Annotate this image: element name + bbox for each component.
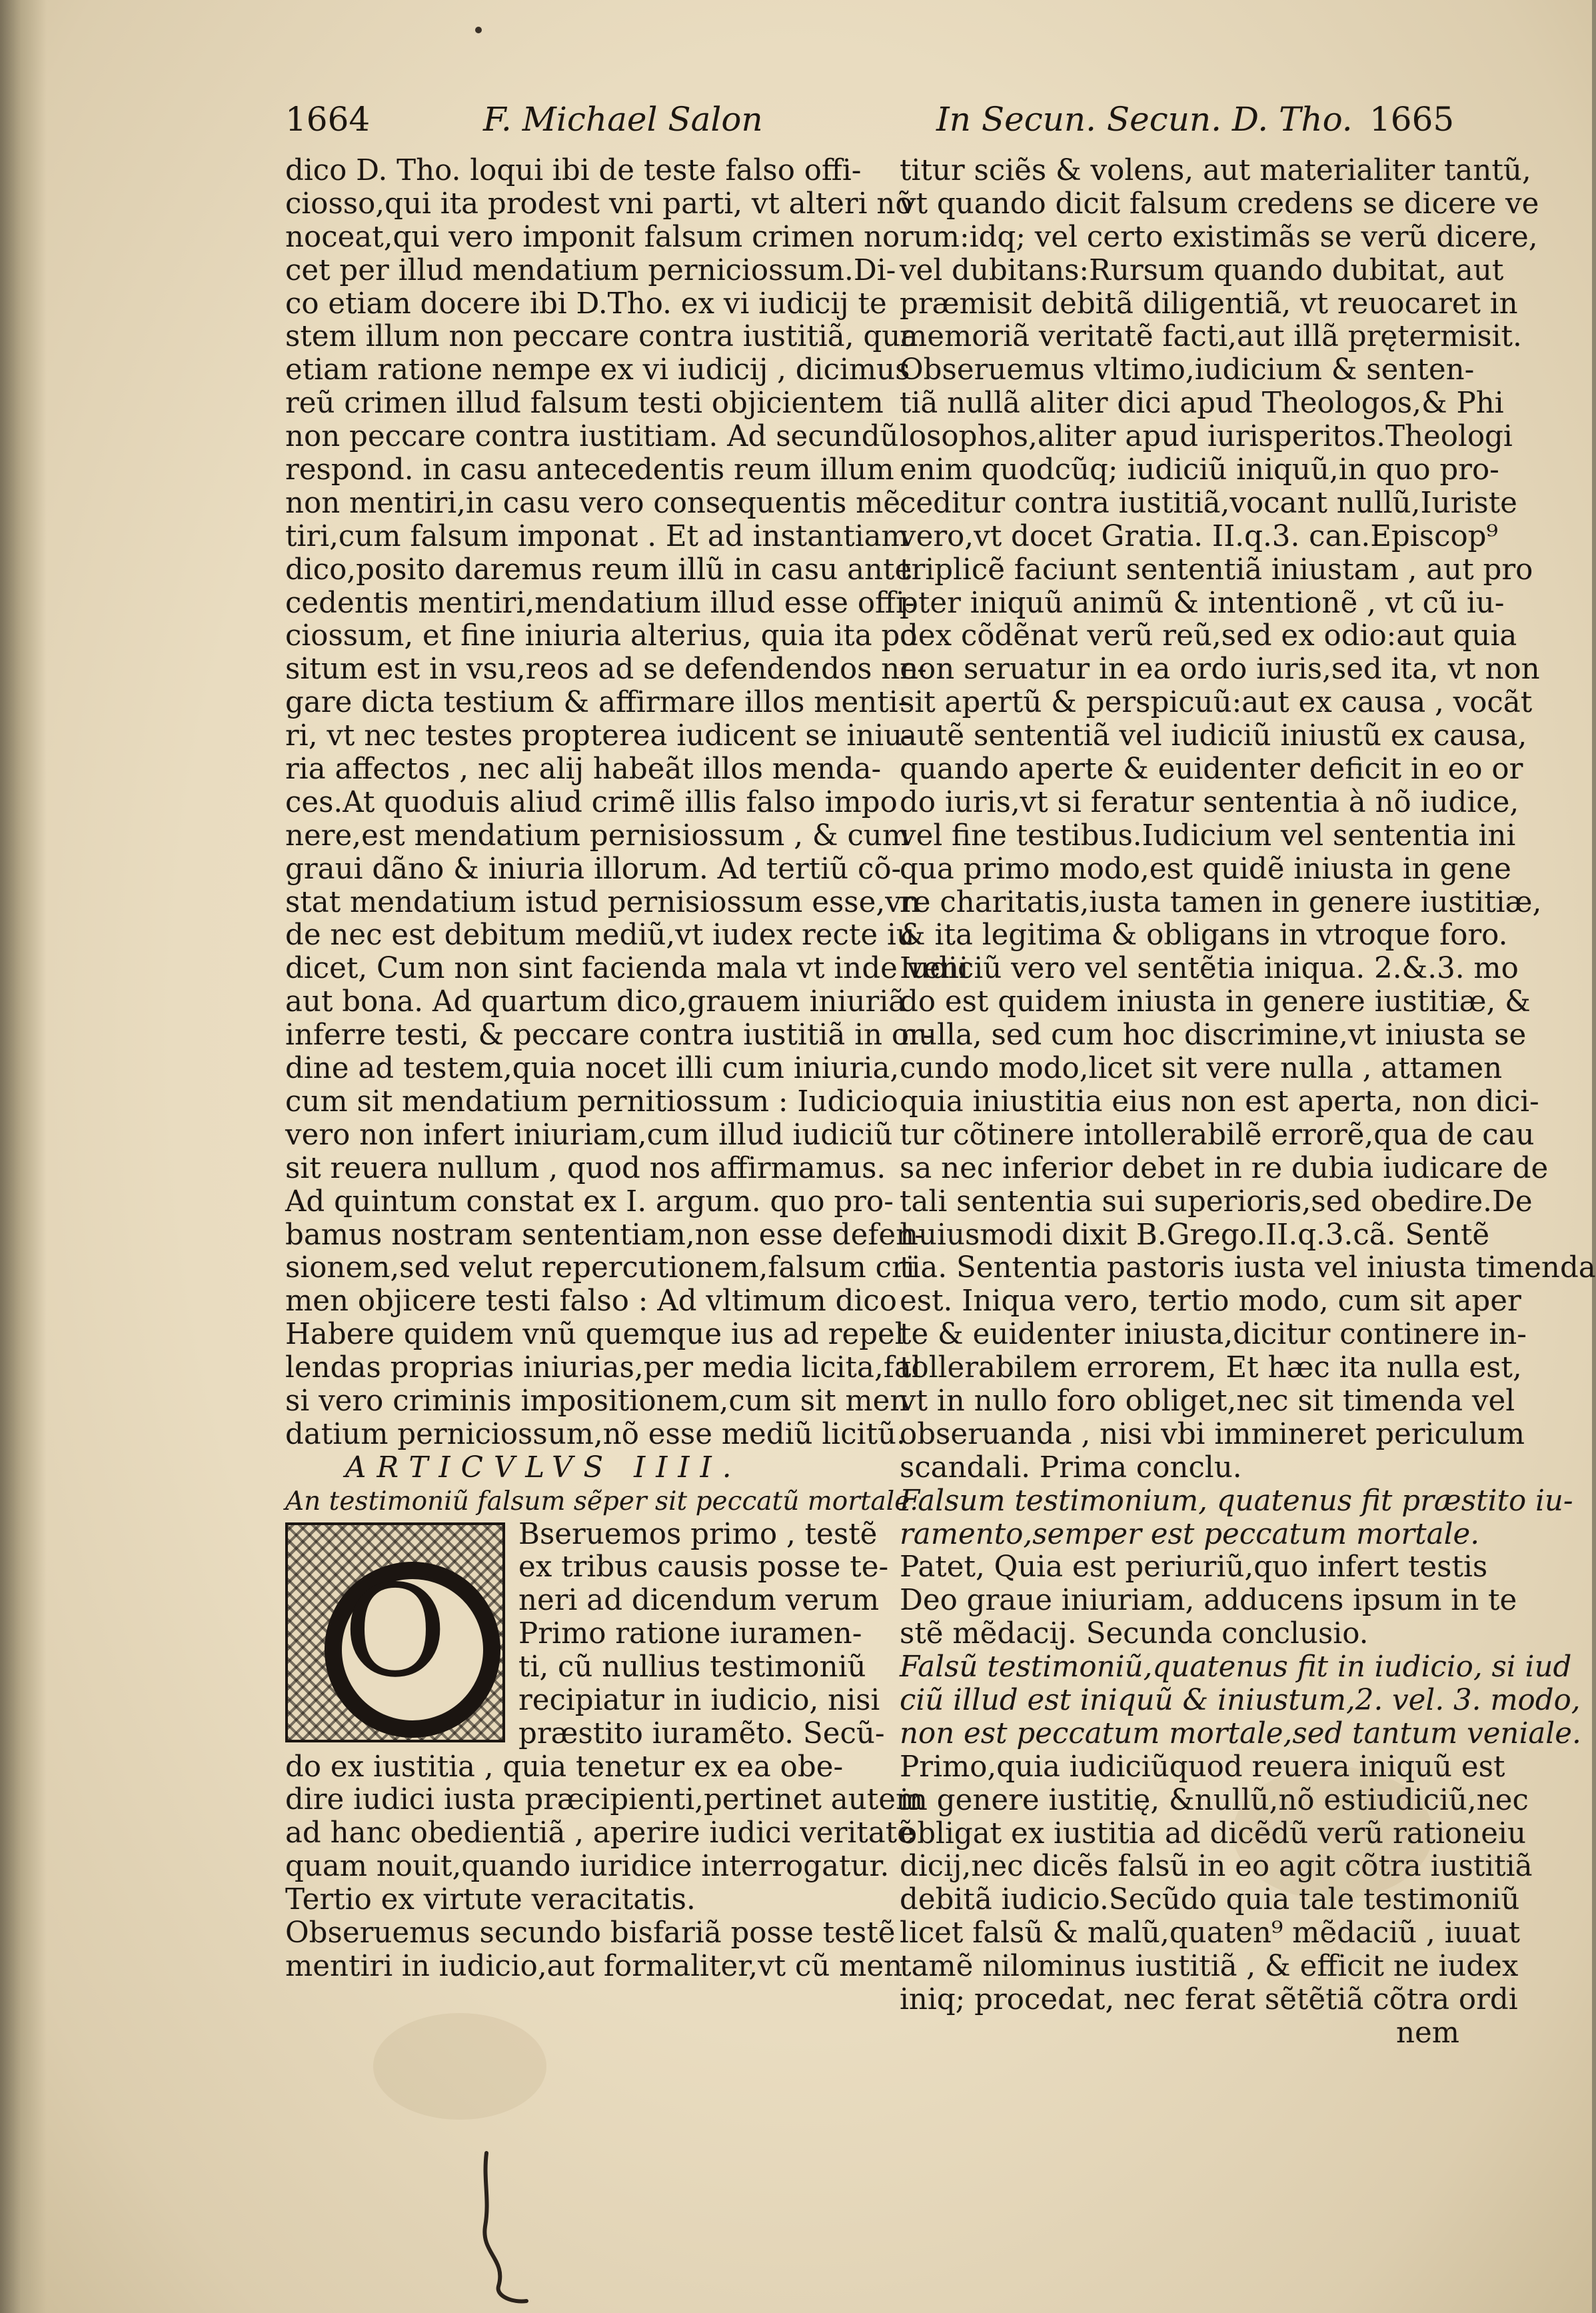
text-line: reũ crimen illud falsum testi objicientem — [285, 387, 884, 421]
catchword: nem — [1395, 2016, 1459, 2050]
text-line: ria affectos , nec alij habeãt illos menda- — [285, 753, 882, 787]
text-line: Habere quidem vnũ quemque ius ad repel — [285, 1318, 904, 1352]
left-page-number: 1664 — [285, 100, 371, 139]
text-line: situm est in vsu,reos ad se defendendos ne- — [285, 653, 927, 687]
text-line: dico,posito daremus reum illũ in casu ante — [285, 553, 912, 587]
text-line: Ad quintum constat ex I. argum. quo pro- — [285, 1184, 894, 1218]
text-line: Falsũ testimoniũ,quatenus fit in iudicio, si iud — [900, 1650, 1572, 1684]
text-line: Primo,quia iudiciũquod reuera iniquũ est — [900, 1750, 1505, 1784]
text-line: præstito iuramẽto. Secũ- — [518, 1716, 885, 1750]
text-line: in genere iustitię, &nullũ,nõ estiudiciũ,nec — [900, 1783, 1529, 1817]
text-line: tiã nullã aliter dici apud Theologos,& Phi — [900, 387, 1504, 421]
ink-mark — [466, 2153, 540, 2306]
text-line: tia. Sententia pastoris iusta vel iniusta timenda — [900, 1251, 1596, 1285]
text-line: respond. in casu antecedentis reum illum — [285, 453, 894, 487]
text-line: graui dãno & iniuria illorum. Ad tertiũ cõ- — [285, 852, 902, 886]
text-line: enim quodcũq; iudiciũ iniquũ,in quo pro- — [900, 453, 1499, 487]
text-line: Iudiciũ vero vel sentẽtia iniqua. 2.&.3. mo — [900, 952, 1519, 986]
text-line: ces.At quoduis aliud crimẽ illis falso impo — [285, 785, 898, 819]
text-line: vt in nullo foro obliget,nec sit timenda vel — [900, 1384, 1515, 1418]
text-line: sit reuera nullum , quod nos affirmamus. — [285, 1151, 886, 1185]
text-line: datium perniciossum,nõ esse mediũ licitũ. — [285, 1417, 906, 1451]
text-line: losophos,aliter apud iurisperitos.Theologi — [900, 420, 1513, 454]
text-line: etiam ratione nempe ex vi iudicij , dicimus — [285, 353, 910, 387]
text-line: recipiatur in iudicio, nisi — [518, 1683, 880, 1717]
text-line: stat mendatium istud pernisiossum esse,vn — [285, 885, 920, 919]
text-line: non est peccatum mortale,sed tantum veniale. — [900, 1716, 1581, 1750]
text-line: te & euidenter iniusta,dicitur continere in- — [900, 1318, 1527, 1352]
text-line: mentiri in iudicio,aut formaliter,vt cũ men — [285, 1949, 903, 1983]
text-line: vel dubitans:Rursum quando dubitat, aut — [900, 253, 1504, 287]
text-line: tur cõtinere intollerabilẽ errorẽ,qua de cau — [900, 1118, 1535, 1152]
article-title: ARTICVLVS IIII. — [345, 1450, 742, 1484]
text-line: men objicere testi falso : Ad vltimum dico — [285, 1284, 897, 1318]
text-line: titur sciẽs & volens, aut materialiter tantũ, — [900, 154, 1531, 187]
text-line: do est quidem iniusta in genere iustitiæ, & — [900, 985, 1531, 1019]
text-line: noceat,qui vero imponit falsum crimen no — [285, 220, 900, 254]
text-line: triplicẽ faciunt sententiã iniustam , aut pro — [900, 553, 1533, 587]
text-line: ad hanc obedientiã , aperire iudici veritatẽ — [285, 1816, 914, 1850]
text-line: Tertio ex virtute veracitatis. — [285, 1883, 696, 1917]
text-line: Obseruemus vltimo,iudicium & senten- — [900, 353, 1475, 387]
text-line: ciũ illud est iniquũ & iniustum,2. vel. 3. modo, — [900, 1683, 1581, 1717]
text-line: stẽ mẽdacij. Secunda conclusio. — [900, 1617, 1369, 1651]
text-line: nere,est mendatium pernisiossum , & cum — [285, 819, 910, 853]
text-line: bamus nostram sententiam,non esse defen- — [285, 1218, 924, 1252]
text-line: est. Iniqua vero, tertio modo, cum sit aper — [900, 1284, 1521, 1318]
right-column-text — [900, 154, 1596, 2017]
ink-dot — [475, 27, 482, 33]
text-line: Bseruemos primo , testẽ — [518, 1517, 878, 1551]
text-line: autẽ sententiã vel iudiciũ iniustũ ex causa, — [900, 719, 1527, 753]
text-line: cedentis mentiri,mendatium illud esse offi- — [285, 586, 915, 620]
text-line: non mentiri,in casu vero consequentis mẽ — [285, 486, 901, 520]
text-line: do ex iustitia , quia tenetur ex ea obe- — [285, 1750, 844, 1784]
text-line: vel fine testibus.Iudicium vel sententia ini — [900, 819, 1516, 853]
text-line: debitã iudicio.Secũdo quia tale testimoniũ — [900, 1883, 1520, 1917]
left-column — [285, 154, 968, 1983]
book-gutter — [0, 0, 47, 2313]
text-line: tollerabilem errorem, Et hæc ita nulla est, — [900, 1351, 1522, 1385]
text-line: tamẽ nilominus iustitiã , & efficit ne iudex — [900, 1950, 1519, 1984]
text-line: vt quando dicit falsum credens se dicere ve — [900, 187, 1539, 221]
text-line: tiri,cum falsum imponat . Et ad instantiam — [285, 519, 909, 553]
text-line: co etiam docere ibi D.Tho. ex vi iudicij te — [285, 287, 887, 321]
text-line: huiusmodi dixit B.Grego.II.q.3.cã. Sentẽ — [900, 1218, 1490, 1252]
text-line: qua primo modo,est quidẽ iniusta in gene — [900, 852, 1511, 886]
text-line: Falsum testimonium, quatenus fit præstito iu- — [900, 1484, 1573, 1518]
text-line: sa nec inferior debet in re dubia iudicare de — [900, 1151, 1549, 1185]
text-line: quam nouit,quando iuridice interrogatur. — [285, 1850, 890, 1884]
text-line: rum:idq; vel certo existimãs se verũ dicere, — [900, 220, 1538, 254]
text-line: ti, cũ nullius testimoniũ — [518, 1650, 866, 1684]
text-line: gare dicta testium & affirmare illos menti- — [285, 686, 908, 720]
text-line: ri, vt nec testes propterea iudicent se iniu- — [285, 719, 912, 753]
text-line: memoriã veritatẽ facti,aut illã prętermisit. — [900, 320, 1522, 354]
text-line: & ita legitima & obligans in vtroque foro. — [900, 919, 1508, 953]
text-line: inferre testi, & peccare contra iustitiã in or- — [285, 1019, 933, 1053]
text-line: præmisit debitã diligentiã, vt reuocaret in — [900, 287, 1518, 321]
text-line: ciossum, et fine iniuria alterius, quia ita po — [285, 619, 918, 653]
text-line: cundo modo,licet sit vere nulla , attamen — [900, 1052, 1503, 1086]
text-line: scandali. Prima conclu. — [900, 1450, 1242, 1484]
text-line: ceditur contra iustitiã,vocant nullũ,Iuriste — [900, 486, 1517, 520]
text-line: sionem,sed velut repercutionem,falsum cri — [285, 1251, 915, 1285]
text-line: vero non infert iniuriam,cum illud iudiciũ — [285, 1118, 893, 1152]
text-line: aut bona. Ad quartum dico,grauem iniuriã — [285, 985, 906, 1019]
left-running-title: F. Michael Salon — [483, 100, 763, 139]
text-line: quando aperte & euidenter deficit in eo or — [900, 753, 1523, 787]
text-line: Deo graue iniuriam, adducens ipsum in te — [900, 1584, 1517, 1618]
text-line: Patet, Quia est periuriũ,quo infert testis — [900, 1550, 1488, 1584]
text-line: re charitatis,iusta tamen in genere iustitiæ, — [900, 885, 1542, 919]
text-line: dine ad testem,quia nocet illi cum iniuria, — [285, 1052, 900, 1086]
text-line: nulla, sed cum hoc discrimine,vt iniusta se — [900, 1019, 1527, 1053]
text-line: lendas proprias iniurias,per media licita,fal — [285, 1351, 921, 1385]
text-after-initial — [285, 1750, 924, 1984]
text-line: non seruatur in ea ordo iuris,sed ita, vt non — [900, 653, 1540, 687]
text-line: vero,vt docet Gratia. II.q.3. can.Episcop⁹ — [900, 519, 1498, 553]
text-line: dicij,nec dicẽs falsũ in eo agit cõtra iustitiã — [900, 1850, 1533, 1884]
text-line: si vero criminis impositionem,cum sit men — [285, 1384, 909, 1418]
paper-stain — [373, 2013, 546, 2120]
text-line: Primo ratione iuramen- — [518, 1617, 862, 1651]
text-line: licet falsũ & malũ,quaten⁹ mẽdaciũ , iuuat — [900, 1916, 1521, 1950]
text-line: sit apertũ & perspicuũ:aut ex causa , vocãt — [900, 686, 1533, 720]
right-running-title: In Secun. Secun. D. Tho. — [936, 100, 1353, 139]
text-line: dire iudici iusta præcipienti,pertinet autem — [285, 1783, 924, 1817]
text-line: dicet, Cum non sint facienda mala vt inde veni — [285, 952, 968, 986]
text-line: ramento,semper est peccatum mortale. — [900, 1517, 1480, 1551]
text-line: obligat ex iustitia ad dicẽdũ verũ rationeiu — [900, 1816, 1526, 1850]
initial-side-text — [518, 1517, 889, 1751]
initial-letter: O — [343, 1557, 447, 1705]
text-line: pter iniquũ animũ & intentionẽ , vt cũ iu- — [900, 586, 1505, 620]
text-line: cet per illud mendatium perniciossum.Di- — [285, 253, 896, 287]
text-line: obseruanda , nisi vbi immineret periculum — [900, 1417, 1525, 1451]
text-line: do iuris,vt si feratur sententia à nõ iudice, — [900, 785, 1519, 819]
text-line: Obseruemus secundo bisfariã posse testẽ — [285, 1916, 896, 1950]
text-line: iniq; procedat, nec ferat sẽtẽtiã cõtra ordi — [900, 1982, 1518, 2016]
text-line: ex tribus causis posse te- — [518, 1550, 889, 1584]
text-line: quia iniustitia eius non est aperta, non dici- — [900, 1085, 1539, 1119]
right-column — [900, 154, 1596, 2050]
text-line: dico D. Tho. loqui ibi de teste falso offi- — [285, 154, 862, 187]
text-line: tali sententia sui superioris,sed obedire.De — [900, 1184, 1533, 1218]
text-line: stem illum non peccare contra iustitiã, qua — [285, 320, 918, 354]
text-line: ciosso,qui ita prodest vni parti, vt alteri nõ — [285, 187, 913, 221]
text-line: non peccare contra iustitiam. Ad secundũ — [285, 420, 899, 454]
decorated-initial — [285, 1522, 505, 1742]
initial-paragraph — [285, 1517, 924, 1983]
left-column-text — [285, 154, 968, 1452]
text-line: dex cõdẽnat verũ reũ,sed ex odio:aut quia — [900, 619, 1517, 653]
text-line: de nec est debitum mediũ,vt iudex recte iu — [285, 919, 915, 953]
article-subtitle: An testimoniũ falsum sẽper sit peccatũ mortale. — [285, 1486, 918, 1516]
text-line: neri ad dicendum verum — [518, 1584, 880, 1618]
right-page-number: 1665 — [1369, 100, 1455, 139]
text-line: cum sit mendatium pernitiossum : Iudicio — [285, 1085, 898, 1119]
